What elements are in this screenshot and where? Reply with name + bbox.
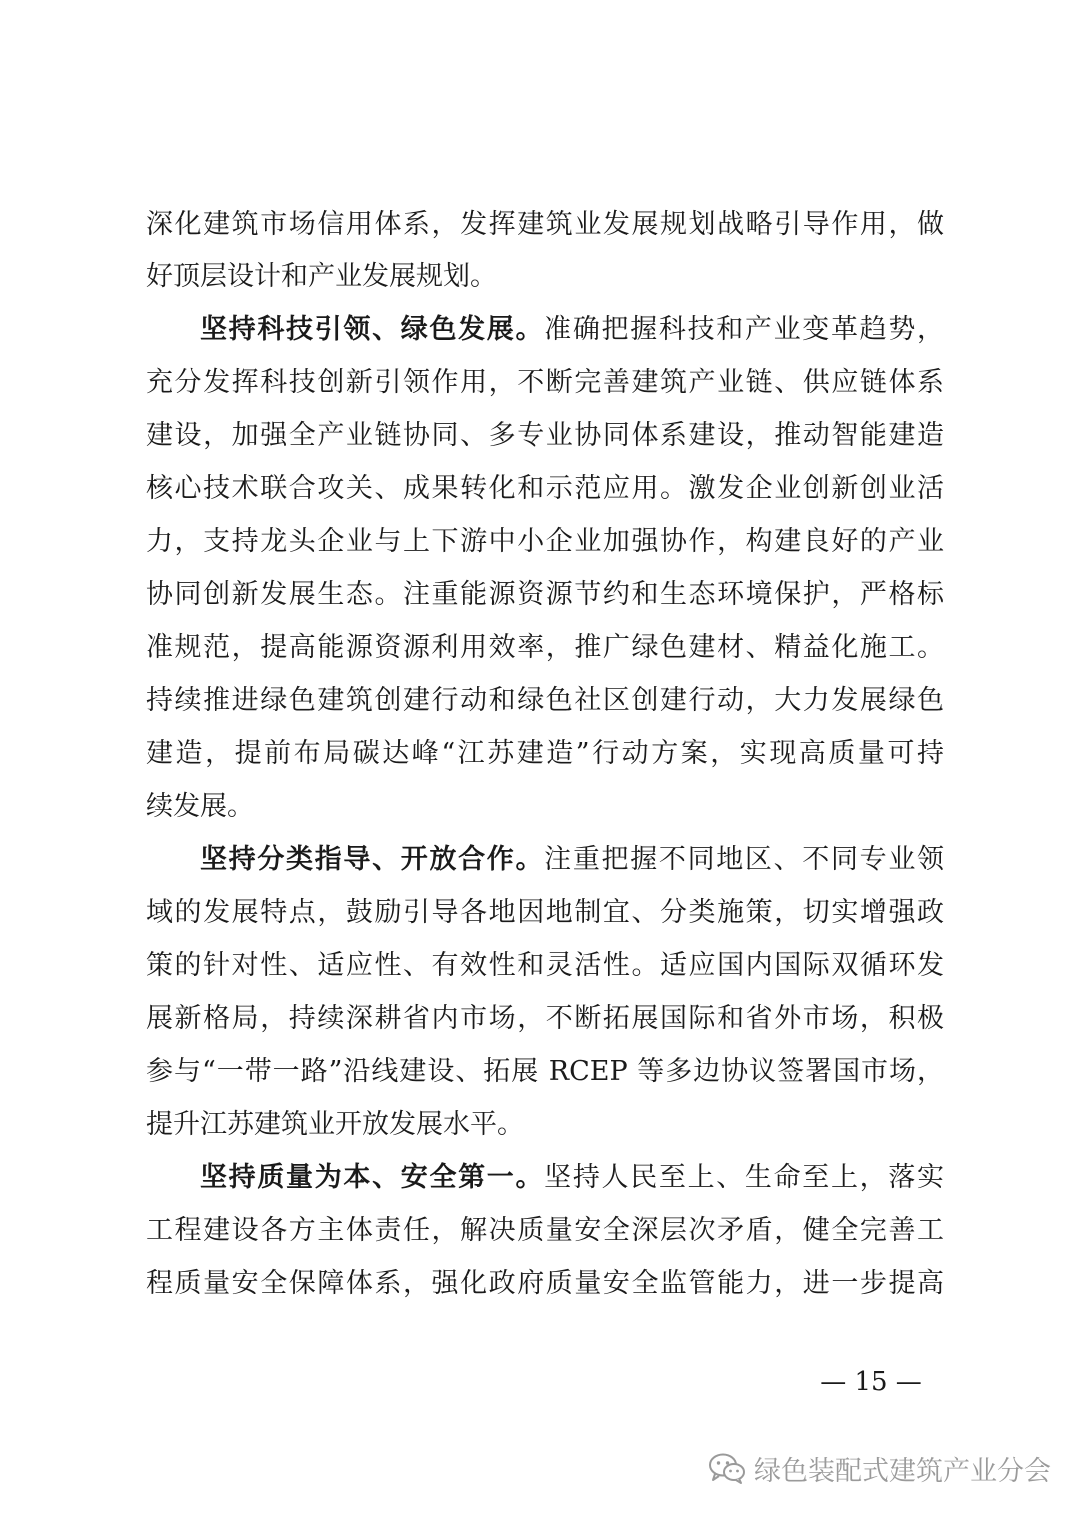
paragraph-line: 建造，提前布局碳达峰“江苏建造”行动方案，实现高质量可持	[146, 738, 944, 769]
paragraph-line: 力，支持龙头企业与上下游中小企业加强协作，构建良好的产业	[146, 526, 944, 557]
paragraph-line: 展新格局，持续深耕省内市场，不断拓展国际和省外市场，积极	[146, 1003, 944, 1034]
paragraph-line: 域的发展特点，鼓励引导各地因地制宜、分类施策，切实增强政	[146, 897, 944, 928]
paragraph-line: 建设，加强全产业链协同、多专业协同体系建设，推动智能建造	[146, 420, 944, 451]
paragraph-line: 策的针对性、适应性、有效性和灵活性。适应国内国际双循环发	[146, 950, 944, 981]
paragraph-line: 参与“一带一路”沿线建设、拓展 RCEP 等多边协议签署国市场，	[146, 1056, 944, 1087]
paragraph-line: 深化建筑市场信用体系，发挥建筑业发展规划战略引导作用，做	[146, 209, 944, 240]
wechat-watermark	[708, 1448, 1051, 1488]
paragraph-line: 持续推进绿色建筑创建行动和绿色社区创建行动，大力发展绿色	[146, 685, 944, 716]
paragraph-line: 好顶层设计和产业发展规划。	[146, 261, 497, 292]
paragraph-line: 坚持分类指导、开放合作。注重把握不同地区、不同专业领	[200, 844, 945, 875]
paragraph-line: 坚持科技引领、绿色发展。准确把握科技和产业变革趋势，	[200, 314, 945, 345]
section-heading: 坚持质量为本、安全第一。	[200, 1162, 545, 1193]
paragraph-line: 程质量安全保障体系，强化政府质量安全监管能力，进一步提高	[146, 1268, 944, 1299]
paragraph-line: 准规范，提高能源资源利用效率，推广绿色建材、精益化施工。	[146, 632, 944, 663]
wechat-icon	[708, 1451, 746, 1485]
page-number: — 15 —	[820, 1367, 922, 1397]
paragraph-line: 工程建设各方主体责任，解决质量安全深层次矛盾，健全完善工	[146, 1215, 944, 1246]
paragraph-line: 续发展。	[146, 791, 254, 822]
section-heading: 坚持科技引领、绿色发展。	[200, 314, 545, 345]
section-heading: 坚持分类指导、开放合作。	[200, 844, 545, 875]
watermark-text: 绿色装配式建筑产业分会	[754, 1455, 1051, 1487]
paragraph-line: 坚持质量为本、安全第一。坚持人民至上、生命至上，落实	[200, 1162, 945, 1193]
paragraph-line: 核心技术联合攻关、成果转化和示范应用。激发企业创新创业活	[146, 473, 944, 504]
paragraph-line: 充分发挥科技创新引领作用，不断完善建筑产业链、供应链体系	[146, 367, 944, 398]
paragraph-line: 协同创新发展生态。注重能源资源节约和生态环境保护，严格标	[146, 579, 944, 610]
paragraph-line: 提升江苏建筑业开放发展水平。	[146, 1109, 524, 1140]
